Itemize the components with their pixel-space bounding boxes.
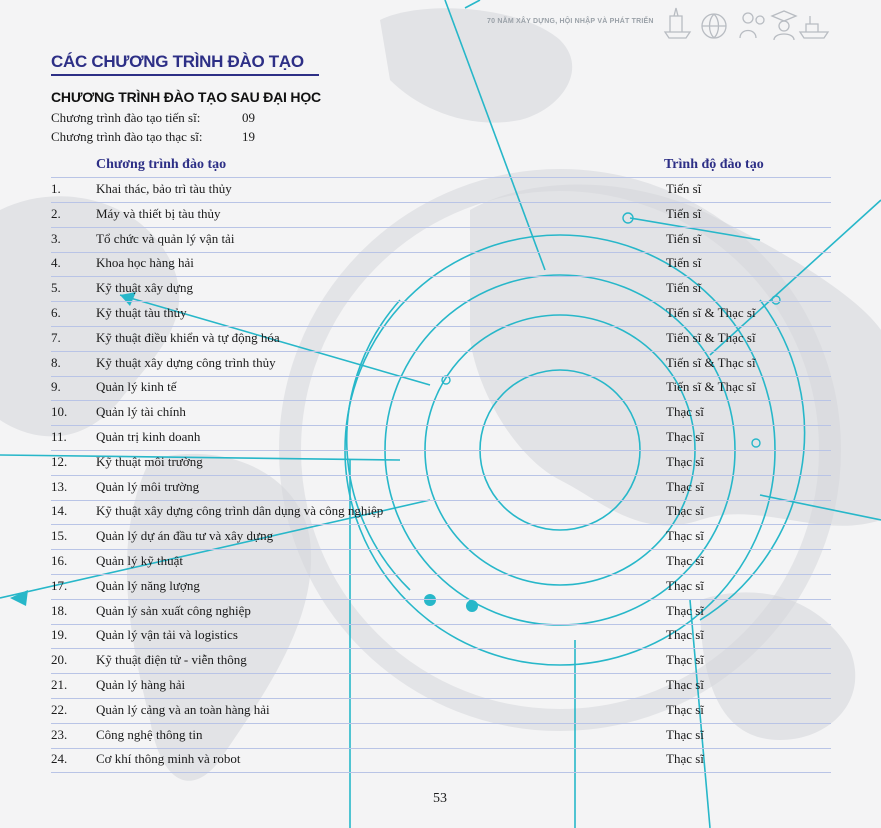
table-row (51, 550, 831, 575)
training-level: Thạc sĩ (666, 751, 704, 767)
program-name: Quản lý vận tải và logistics (96, 627, 238, 643)
row-number: 20. (51, 652, 68, 668)
row-number: 16. (51, 553, 68, 568)
training-level: Tiến sĩ (666, 181, 702, 196)
training-level: Tiến sĩ (666, 230, 702, 246)
row-number: 23. (51, 726, 68, 742)
training-level: Thạc sĩ (666, 577, 704, 593)
program-name: Quản lý kinh tế (96, 379, 177, 395)
program-name: Quản lý tài chính (96, 404, 186, 420)
row-number: 19. (51, 627, 68, 643)
section-title: CÁC CHƯƠNG TRÌNH ĐÀO TẠO (51, 52, 304, 71)
table-row (51, 451, 831, 476)
table-row (51, 525, 831, 550)
table-row (51, 624, 831, 649)
phd-program-count (51, 110, 255, 126)
training-level: Thạc sĩ (666, 726, 704, 742)
table-row (51, 476, 831, 501)
training-level: Tiến sĩ (666, 205, 702, 221)
program-name: Kỹ thuật xây dựng công trình thủy (96, 354, 276, 370)
program-name: Kỹ thuật xây dựng công trình dân dụng và công nghiệp (96, 503, 384, 519)
row-number: 2. (51, 205, 61, 221)
count-value: 19 (242, 129, 255, 144)
row-number: 12. (51, 453, 68, 469)
table-row (51, 724, 831, 749)
row-number: 17. (51, 577, 68, 593)
column-header-program: Chương trình đào tạo (96, 157, 227, 172)
program-name: Khoa học hàng hải (96, 255, 194, 271)
table-row (51, 699, 831, 724)
training-level: Thạc sĩ (666, 627, 704, 643)
program-name: Cơ khí thông minh và robot (96, 751, 241, 767)
training-level: Tiến sĩ (666, 255, 702, 271)
training-level: Thạc sĩ (666, 553, 704, 568)
table-row (51, 401, 831, 426)
training-level: Thạc sĩ (666, 404, 704, 420)
program-name: Máy và thiết bị tàu thủy (96, 205, 221, 221)
title-underline (51, 74, 319, 76)
count-label: Chương trình đào tạo thạc sĩ: (51, 129, 203, 144)
table-row (51, 649, 831, 674)
program-name: Quản lý môi trường (96, 478, 200, 494)
program-name: Quản lý kỹ thuật (96, 553, 184, 568)
program-name: Khai thác, bảo trì tàu thủy (96, 181, 232, 196)
row-number: 1. (51, 181, 61, 196)
table-row (51, 252, 831, 277)
training-level: Thạc sĩ (666, 478, 704, 494)
training-level: Thạc sĩ (666, 652, 704, 668)
row-number: 14. (51, 503, 68, 519)
row-number: 9. (51, 379, 61, 395)
row-number: 5. (51, 280, 61, 296)
program-name: Quản trị kinh doanh (96, 429, 201, 444)
program-name: Kỹ thuật điện tử - viễn thông (96, 652, 247, 668)
column-header-level: Trình độ đào tạo (664, 157, 764, 172)
table-row (51, 277, 831, 302)
row-number: 13. (51, 478, 68, 494)
training-level: Tiến sĩ & Thạc sĩ (666, 305, 756, 320)
page-number: 53 (433, 791, 447, 806)
table-row (51, 426, 831, 451)
table-row (51, 302, 831, 327)
program-name: Kỹ thuật điều khiển và tự động hóa (96, 329, 280, 345)
table-row (51, 376, 831, 401)
row-number: 15. (51, 528, 68, 544)
program-name: Quản lý năng lượng (96, 577, 200, 593)
row-number: 6. (51, 305, 61, 320)
header-slogan: 70 NĂM XÂY DỰNG, HỘI NHẬP VÀ PHÁT TRIỂN (487, 18, 654, 25)
training-level: Thạc sĩ (666, 503, 704, 519)
program-name: Kỹ thuật môi trường (96, 453, 203, 469)
row-number: 21. (51, 677, 68, 692)
header-icons (660, 2, 830, 40)
row-number: 10. (51, 404, 68, 420)
program-name: Quản lý cảng và an toàn hàng hải (96, 701, 270, 717)
training-level: Thạc sĩ (666, 429, 704, 444)
program-name: Kỹ thuật xây dựng (96, 280, 193, 296)
program-name: Tổ chức và quản lý vận tải (96, 230, 235, 246)
row-number: 8. (51, 354, 61, 370)
training-level: Thạc sĩ (666, 677, 704, 692)
table-row (51, 674, 831, 699)
table-row (51, 500, 831, 525)
table-row (51, 352, 831, 377)
row-number: 11. (51, 429, 67, 444)
subsection-title: CHƯƠNG TRÌNH ĐÀO TẠO SAU ĐẠI HỌC (51, 89, 321, 105)
row-number: 4. (51, 255, 61, 271)
training-level: Thạc sĩ (666, 602, 704, 618)
row-number: 24. (51, 751, 68, 767)
masters-program-count (51, 129, 255, 145)
count-value: 09 (242, 110, 255, 125)
graduate-icon (772, 11, 796, 40)
program-name: Quản lý dự án đầu tư và xây dựng (96, 528, 274, 544)
program-name: Kỹ thuật tàu thủy (96, 305, 187, 320)
training-level: Tiến sĩ & Thạc sĩ (666, 379, 756, 395)
training-level: Thạc sĩ (666, 701, 704, 717)
training-level: Tiến sĩ (666, 280, 702, 296)
program-name: Quản lý hàng hải (96, 677, 186, 692)
worker-group-icon (740, 13, 764, 38)
row-number: 22. (51, 701, 68, 717)
table-row (51, 575, 831, 600)
table-row (51, 748, 831, 773)
row-number: 7. (51, 329, 61, 345)
row-number: 18. (51, 602, 68, 618)
table-row (51, 203, 831, 228)
training-level: Thạc sĩ (666, 528, 704, 544)
training-level: Tiến sĩ & Thạc sĩ (666, 354, 756, 370)
program-name: Quản lý sản xuất công nghiệp (96, 602, 251, 618)
cargo-ship-icon (800, 16, 828, 38)
globe-ship-icon (702, 14, 726, 38)
ship-bridge-icon (665, 8, 690, 38)
training-level: Tiến sĩ & Thạc sĩ (666, 329, 756, 345)
program-name: Công nghệ thông tin (96, 726, 203, 742)
table-row (51, 178, 831, 203)
table-row (51, 228, 831, 253)
table-row (51, 327, 831, 352)
count-label: Chương trình đào tạo tiến sĩ: (51, 110, 201, 125)
training-level: Thạc sĩ (666, 453, 704, 469)
table-row (51, 600, 831, 625)
row-number: 3. (51, 230, 61, 246)
row-divider (51, 772, 831, 773)
